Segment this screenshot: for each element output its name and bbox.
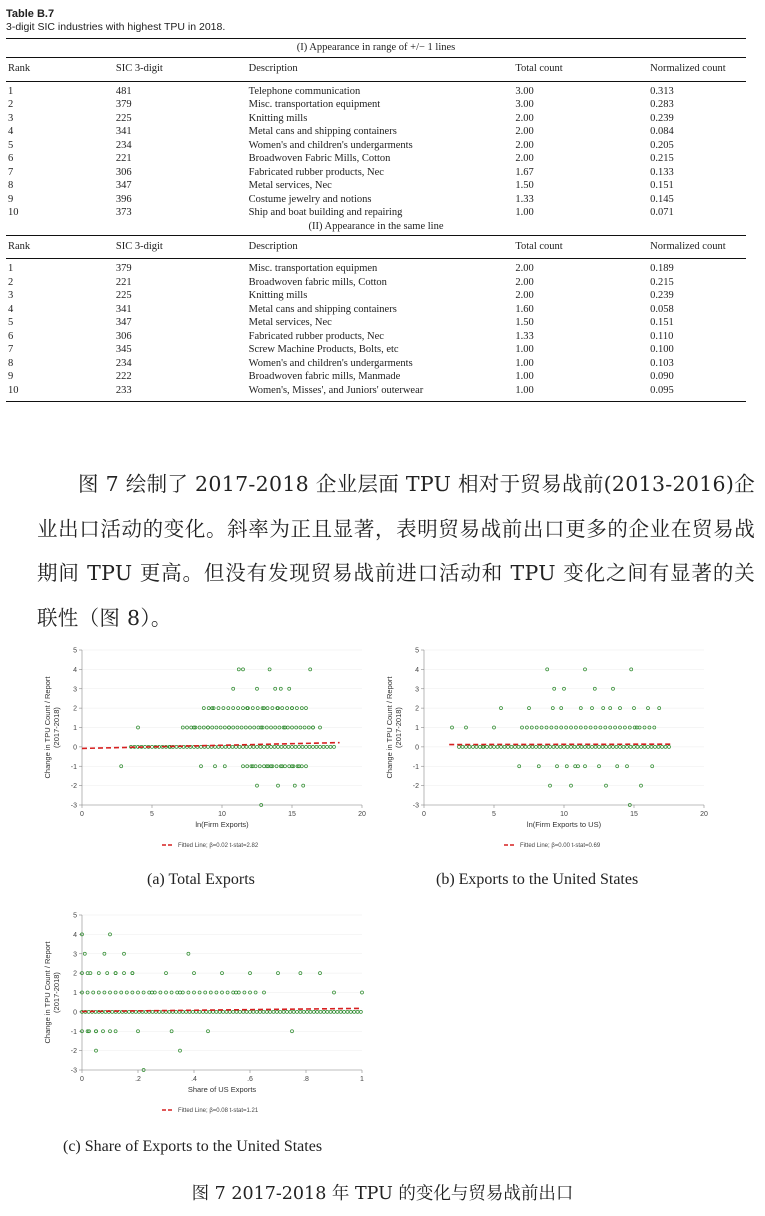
cell-description: Women's and children's undergarments — [248, 357, 413, 369]
cell-normalized-count: 0.189 — [650, 263, 674, 274]
table-row — [6, 85, 746, 99]
cell-sic: 341 — [115, 126, 132, 137]
cell-total-count: 2.00 — [515, 290, 534, 301]
cell-description: Metal services, Nec — [248, 317, 332, 328]
cell-total-count: 1.00 — [515, 357, 534, 369]
cell-rank: 2 — [8, 99, 14, 110]
cell-description: Misc. transportation equipmen — [248, 263, 378, 274]
y-tick-label: 3 — [73, 686, 77, 694]
cell-sic: 221 — [115, 153, 132, 164]
cell-rank: 8 — [8, 180, 14, 191]
cell-rank: 10 — [8, 207, 19, 218]
cell-total-count: 1.50 — [515, 317, 534, 328]
cell-description: Ship and boat building and repairing — [248, 207, 403, 218]
cell-description: Broadwoven Fabric Mills, Cotton — [248, 153, 391, 164]
y-tick-label: 2 — [415, 705, 419, 713]
cell-normalized-count: 0.215 — [650, 276, 674, 288]
cell-normalized-count: 0.151 — [650, 317, 674, 328]
y-tick-label: 3 — [73, 951, 77, 959]
cell-rank: 1 — [8, 85, 14, 97]
cell-total-count: 1.00 — [515, 207, 534, 218]
cell-sic: 306 — [115, 330, 132, 342]
cell-description: Fabricated rubber products, Nec — [248, 330, 384, 342]
y-tick-label: 2 — [73, 705, 77, 713]
y-tick-label: -2 — [70, 783, 77, 791]
x-axis-label: ln(Firm Exports) — [195, 820, 249, 829]
cell-total-count: 1.00 — [515, 344, 534, 355]
cell-sic: 234 — [115, 139, 132, 151]
cell-total-count: 2.00 — [515, 139, 534, 151]
cell-total-count: 1.00 — [515, 384, 534, 396]
cell-sic: 341 — [115, 303, 132, 315]
cell-normalized-count: 0.205 — [650, 139, 674, 151]
cell-rank: 9 — [8, 193, 14, 205]
y-tick-label: -3 — [70, 802, 77, 810]
table-label: Table B.7 — [6, 8, 55, 20]
cell-description: Broadwoven fabric mills, Manmade — [248, 371, 401, 382]
cell-rank: 9 — [8, 371, 14, 382]
panel2-rows — [6, 259, 746, 401]
cell-sic: 225 — [115, 112, 132, 124]
cell-total-count: 3.00 — [515, 99, 534, 110]
cell-total-count: 1.00 — [515, 371, 534, 382]
panel2-title: (II) Appearance in the same line — [308, 220, 444, 232]
cell-rank: 5 — [8, 139, 14, 151]
cell-rank: 4 — [8, 303, 14, 315]
table-row — [6, 166, 746, 180]
cell-normalized-count: 0.133 — [650, 166, 674, 178]
cell-sic: 347 — [115, 180, 132, 191]
cell-normalized-count: 0.145 — [650, 193, 674, 205]
x-tick-label: 10 — [218, 811, 226, 818]
cell-description: Misc. transportation equipment — [248, 99, 381, 110]
cell-total-count: 1.33 — [515, 193, 534, 205]
cell-rank: 3 — [8, 290, 14, 301]
cell-sic: 373 — [115, 207, 132, 218]
table-row — [6, 289, 746, 303]
cell-normalized-count: 0.110 — [650, 330, 674, 342]
cell-normalized-count: 0.283 — [650, 99, 674, 110]
col-sic: SIC 3-digit — [115, 63, 163, 74]
y-tick-label: -1 — [70, 763, 77, 771]
y-axis-label: Change in TPU Count / Report — [43, 676, 52, 779]
cell-description: Metal services, Nec — [248, 180, 332, 191]
cell-rank: 2 — [8, 276, 14, 288]
panel1-title: (I) Appearance in range of +/− 1 lines — [296, 42, 456, 53]
legend-label: Fitted Line; β=0.02 t-stat=2.82 — [178, 843, 259, 849]
cell-normalized-count: 0.151 — [650, 180, 674, 191]
y-tick-label: -2 — [70, 1048, 77, 1056]
table-row — [6, 193, 746, 207]
cell-total-count: 1.50 — [515, 180, 534, 191]
col-total-count: Total count — [515, 240, 563, 252]
y-tick-label: 1 — [73, 725, 77, 732]
cell-description: Costume jewelry and notions — [248, 193, 372, 205]
table-row — [6, 357, 746, 371]
y-tick-label: 2 — [73, 970, 77, 978]
cell-description: Women's, Misses', and Juniors' outerwear — [248, 384, 424, 396]
y-tick-label: 5 — [415, 647, 419, 655]
cell-total-count: 2.00 — [515, 263, 534, 274]
cell-rank: 6 — [8, 330, 14, 342]
table-row — [6, 125, 746, 139]
x-tick-label: .4 — [191, 1076, 197, 1083]
cell-normalized-count: 0.313 — [650, 85, 674, 97]
subcaption-c: (c) Share of Exports to the United States — [63, 1138, 323, 1155]
table-b7 — [6, 8, 746, 402]
cell-description: Fabricated rubber products, Nec — [248, 166, 384, 178]
col-description: Description — [248, 63, 298, 74]
cell-description: Screw Machine Products, Bolts, etc — [248, 344, 399, 355]
table-row — [6, 262, 746, 276]
col-description: Description — [248, 240, 298, 252]
x-axis-label: ln(Firm Exports to US) — [526, 820, 602, 829]
cell-total-count: 1.67 — [515, 166, 534, 178]
cell-normalized-count: 0.239 — [650, 290, 674, 301]
table-row — [6, 384, 746, 398]
y-axis-label: Change in TPU Count / Report — [43, 941, 52, 1044]
cell-sic: 221 — [115, 276, 132, 288]
cell-rank: 7 — [8, 166, 14, 178]
y-tick-label: 1 — [73, 990, 77, 997]
cell-total-count: 1.60 — [515, 303, 534, 315]
cell-normalized-count: 0.090 — [650, 371, 674, 382]
cell-rank: 4 — [8, 126, 14, 137]
subcaption-a: (a) Total Exports — [147, 871, 255, 888]
cell-rank: 8 — [8, 357, 14, 369]
x-tick-label: 20 — [358, 811, 366, 818]
cell-normalized-count: 0.103 — [650, 357, 674, 369]
cell-total-count: 2.00 — [515, 112, 534, 124]
x-tick-label: .2 — [135, 1076, 141, 1083]
cell-sic: 222 — [115, 371, 132, 382]
y-tick-label: -3 — [70, 1067, 77, 1075]
col-total-count: Total count — [515, 63, 563, 74]
x-tick-label: 10 — [560, 811, 568, 818]
y-axis-label: Change in TPU Count / Report — [385, 676, 394, 779]
scatter-chart-share-us — [40, 905, 375, 1120]
cell-sic: 396 — [115, 193, 132, 205]
table-row — [6, 152, 746, 166]
y-tick-label: 0 — [73, 1009, 77, 1017]
table-row — [6, 179, 746, 193]
subcaption-b: (b) Exports to the United States — [436, 871, 639, 888]
x-tick-label: 0 — [80, 1076, 84, 1083]
cell-rank: 6 — [8, 153, 14, 164]
y-tick-label: 5 — [73, 647, 77, 655]
cell-sic: 481 — [115, 85, 132, 97]
col-normalized-count: Normalized count — [650, 63, 726, 74]
y-tick-label: 3 — [415, 686, 419, 694]
cell-total-count: 3.00 — [515, 85, 534, 97]
x-tick-label: 20 — [700, 811, 708, 818]
cell-description: Knitting mills — [248, 290, 308, 301]
cell-sic: 233 — [115, 384, 132, 396]
x-axis-label: Share of US Exports — [187, 1085, 257, 1094]
cell-description: Telephone communication — [248, 85, 361, 97]
y-axis-label-period: (2017-2018) — [52, 972, 61, 1013]
table-row — [6, 98, 746, 112]
col-rank: Rank — [8, 240, 31, 252]
col-normalized-count: Normalized count — [650, 240, 726, 252]
y-tick-label: 4 — [73, 666, 77, 674]
cell-sic: 379 — [115, 99, 132, 110]
cell-total-count: 1.33 — [515, 330, 534, 342]
cell-rank: 1 — [8, 263, 14, 274]
cell-normalized-count: 0.239 — [650, 112, 674, 124]
cell-sic: 345 — [115, 344, 132, 355]
panel1-rows — [6, 82, 746, 220]
cell-sic: 225 — [115, 290, 132, 301]
table-row — [6, 303, 746, 317]
cell-description: Women's and children's undergarments — [248, 139, 413, 151]
cell-sic: 379 — [115, 263, 132, 274]
cell-normalized-count: 0.215 — [650, 153, 674, 164]
table-row — [6, 316, 746, 330]
x-tick-label: .6 — [247, 1076, 253, 1083]
cell-total-count: 2.00 — [515, 153, 534, 164]
y-tick-label: 0 — [415, 744, 419, 752]
table-row — [6, 276, 746, 290]
table-row — [6, 370, 746, 384]
y-tick-label: 4 — [415, 666, 419, 674]
cell-rank: 3 — [8, 112, 14, 124]
y-tick-label: -1 — [412, 763, 419, 771]
cell-description: Broadwoven fabric mills, Cotton — [248, 276, 387, 288]
y-tick-label: -3 — [412, 802, 419, 810]
table-row — [6, 139, 746, 153]
cell-rank: 10 — [8, 384, 19, 396]
x-tick-label: .8 — [303, 1076, 309, 1083]
cell-total-count: 2.00 — [515, 276, 534, 288]
cell-normalized-count: 0.084 — [650, 126, 674, 137]
y-axis-label-period: (2017-2018) — [52, 707, 61, 748]
table-row — [6, 330, 746, 344]
cell-total-count: 2.00 — [515, 126, 534, 137]
cell-rank: 7 — [8, 344, 14, 355]
x-tick-label: 0 — [422, 811, 426, 818]
cell-sic: 306 — [115, 166, 132, 178]
x-tick-label: 1 — [360, 1076, 364, 1083]
y-tick-label: 1 — [415, 725, 419, 732]
x-tick-label: 5 — [492, 811, 496, 818]
col-sic: SIC 3-digit — [115, 240, 163, 252]
body-paragraph: 图 7 绘制了 2017-2018 企业层面 TPU 相对于贸易战前(2013-2016)企业出口活动的变化。斜率为正且显著，表明贸易战前出口更多的企业在贸易战期间 TPU 更高。但没有发现贸易战前进口活动和 TPU 变化之间有显著的关联性（图 8）。 — [37, 472, 755, 630]
x-tick-label: 5 — [150, 811, 154, 818]
table-row — [6, 112, 746, 126]
table-caption: 3-digit SIC industries with highest TPU in 2018. — [6, 21, 226, 33]
table-row — [6, 343, 746, 357]
cell-description: Metal cans and shipping containers — [248, 303, 397, 315]
panel1-header-row — [6, 58, 746, 81]
x-tick-label: 0 — [80, 811, 84, 818]
table-row — [6, 206, 746, 220]
legend-label: Fitted Line; β=0.08 t-stat=1.21 — [178, 1108, 259, 1114]
scatter-chart-us-exports — [382, 640, 717, 855]
cell-normalized-count: 0.100 — [650, 344, 674, 355]
y-axis-label-period: (2017-2018) — [394, 707, 403, 748]
y-tick-label: 5 — [73, 912, 77, 920]
y-tick-label: 0 — [73, 744, 77, 752]
cell-description: Knitting mills — [248, 112, 308, 124]
cell-sic: 347 — [115, 317, 132, 328]
panel2-header-row — [6, 236, 746, 259]
cell-normalized-count: 0.095 — [650, 384, 674, 396]
cell-normalized-count: 0.058 — [650, 303, 674, 315]
figure-caption: 图 7 2017-2018 年 TPU 的变化与贸易战前出口 — [191, 1184, 574, 1204]
y-tick-label: -2 — [412, 783, 419, 791]
cell-sic: 234 — [115, 357, 132, 369]
col-rank: Rank — [8, 63, 31, 74]
cell-normalized-count: 0.071 — [650, 207, 674, 218]
cell-rank: 5 — [8, 317, 14, 328]
x-tick-label: 15 — [630, 811, 638, 818]
scatter-chart-total-exports — [40, 640, 375, 855]
y-tick-label: -1 — [70, 1028, 77, 1036]
cell-description: Metal cans and shipping containers — [248, 126, 397, 137]
x-tick-label: 15 — [288, 811, 296, 818]
legend-label: Fitted Line; β=0.00 t-stat=0.69 — [520, 843, 601, 849]
y-tick-label: 4 — [73, 931, 77, 939]
